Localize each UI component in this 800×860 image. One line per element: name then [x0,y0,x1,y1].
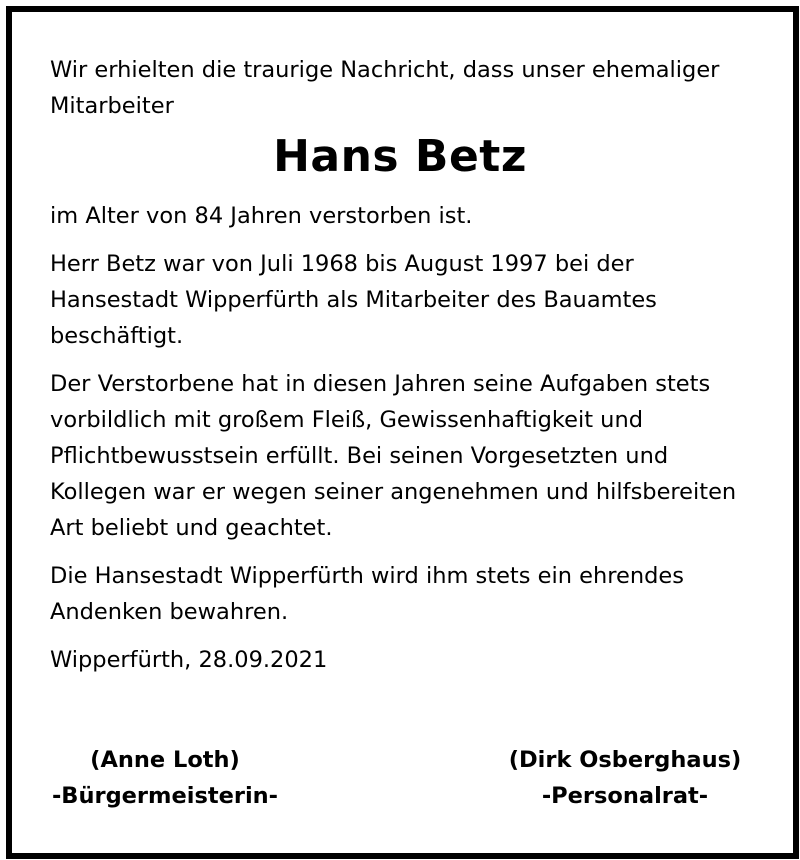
intro-text: Wir erhielten die traurige Nachricht, dass unser ehemaliger Mitarbeiter [50,57,720,119]
deceased-name: Hans Betz [273,131,527,182]
signatory-role: -Bürgermeisterin- [51,783,279,809]
obituary-content [50,52,750,678]
employment-text: Herr Betz war von Juli 1968 bis August 1997 bei der Hansestadt Wipperfürth als Mitarbeiter des Bauamtes beschäftigt. [50,251,657,349]
signatory-right [500,742,750,814]
signatory-name: (Anne Loth) [90,747,240,773]
signatory-name: (Dirk Osberghaus) [508,747,742,773]
signatory-role: -Personalrat- [541,783,709,809]
signature-block [50,742,750,822]
signatory-left [50,742,280,814]
remembrance-text: Die Hansestadt Wipperfürth wird ihm stets ein ehrendes Andenken bewahren. [50,563,684,625]
place-date: Wipperfürth, 28.09.2021 [50,647,328,673]
age-text: im Alter von 84 Jahren verstorben ist. [50,203,473,229]
tribute-text: Der Verstorbene hat in diesen Jahren seine Aufgaben stets vorbildlich mit großem Fleiß, Gewissenhaftigkeit und Pflichtbewusstsein erfüllt. Bei seinen Vorgesetzten und Kollegen war er wegen seiner angenehmen und hilfsbereiten Art beliebt und geachtet. [50,371,737,541]
